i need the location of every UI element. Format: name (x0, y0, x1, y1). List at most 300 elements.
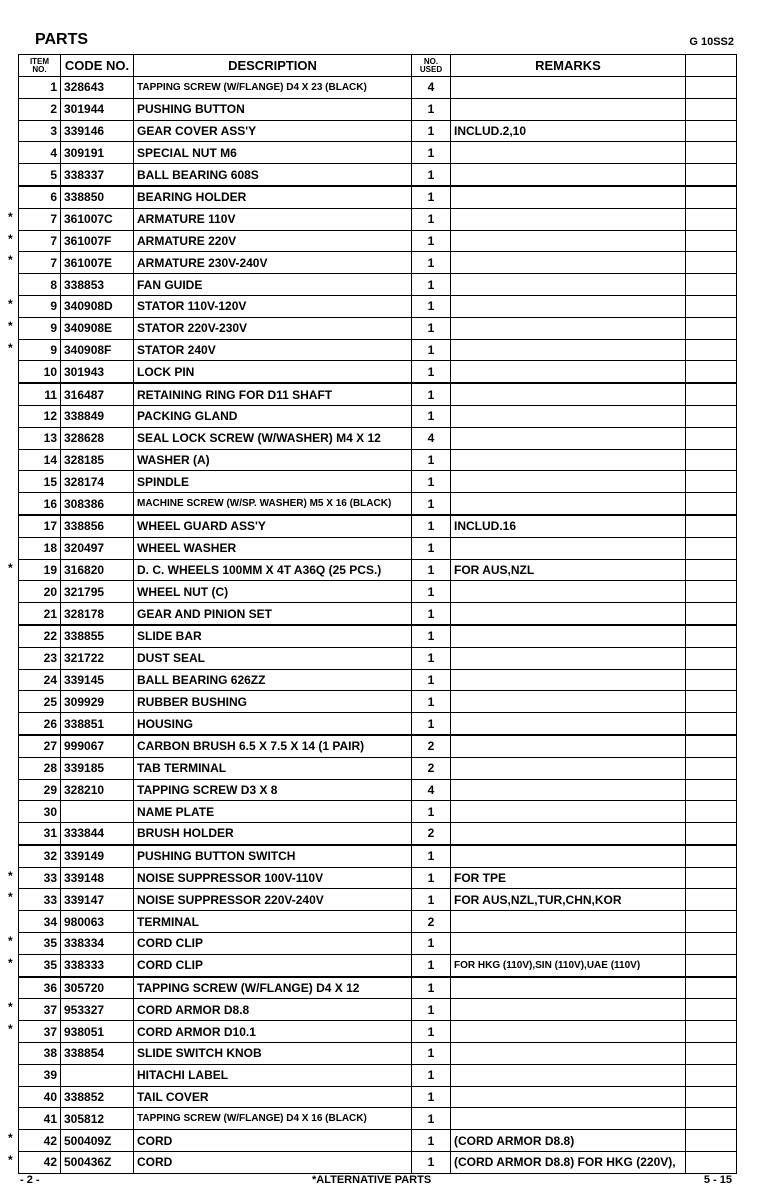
blank-cell (686, 823, 737, 845)
footer-page-number: - 2 - (20, 1174, 40, 1186)
description: CORD (134, 1152, 412, 1174)
remarks (451, 911, 686, 933)
table-row (19, 999, 737, 1021)
blank-cell (686, 691, 737, 713)
quantity-used: 1 (412, 361, 451, 383)
item-number: 9 (19, 317, 61, 339)
quantity-used: 1 (412, 230, 451, 252)
table-row (19, 757, 737, 779)
item-number: 20 (19, 581, 61, 603)
remarks (451, 691, 686, 713)
remarks: FOR HKG (110V),SIN (110V),UAE (110V) (451, 954, 686, 976)
item-number: 27 (19, 735, 61, 757)
remarks (451, 1108, 686, 1130)
item-number: 34 (19, 911, 61, 933)
quantity-used: 1 (412, 317, 451, 339)
quantity-used: 4 (412, 77, 451, 99)
item-number: 32 (19, 845, 61, 867)
code-number: 338333 (61, 954, 134, 976)
remarks (451, 317, 686, 339)
code-number: 316820 (61, 559, 134, 581)
description: PACKING GLAND (134, 405, 412, 427)
code-number: 338852 (61, 1086, 134, 1108)
table-row (19, 164, 737, 186)
remarks (451, 999, 686, 1021)
code-number: 340908D (61, 295, 134, 317)
remarks (451, 603, 686, 625)
code-number: 301943 (61, 361, 134, 383)
table-row (19, 208, 737, 230)
quantity-used: 1 (412, 295, 451, 317)
remarks (451, 252, 686, 274)
code-number (61, 1064, 134, 1086)
table-row (19, 493, 737, 515)
table-row (19, 735, 737, 757)
item-number: 1 (19, 77, 61, 99)
item-number: 30 (19, 801, 61, 823)
description: SEAL LOCK SCREW (W/WASHER) M4 X 12 (134, 427, 412, 449)
description: LOCK PIN (134, 361, 412, 383)
blank-cell (686, 757, 737, 779)
quantity-used: 1 (412, 954, 451, 976)
table-row (19, 98, 737, 120)
description: PUSHING BUTTON SWITCH (134, 845, 412, 867)
code-number: 340908E (61, 317, 134, 339)
item-number: 9 (19, 295, 61, 317)
description: CORD ARMOR D10.1 (134, 1021, 412, 1043)
column-header-blank (686, 55, 737, 77)
description: CORD (134, 1130, 412, 1152)
item-number: 17 (19, 515, 61, 537)
code-number: 328185 (61, 449, 134, 471)
remarks (451, 164, 686, 186)
quantity-used: 1 (412, 559, 451, 581)
quantity-used: 1 (412, 867, 451, 889)
alternative-part-mark: * (8, 1000, 13, 1014)
item-number: 22 (19, 625, 61, 647)
item-number: 10 (19, 361, 61, 383)
description: STATOR 110V-120V (134, 295, 412, 317)
remarks: FOR AUS,NZL (451, 559, 686, 581)
remarks: (CORD ARMOR D8.8) FOR HKG (220V), (451, 1152, 686, 1174)
table-row (19, 933, 737, 955)
remarks (451, 713, 686, 735)
description: NOISE SUPPRESSOR 220V-240V (134, 889, 412, 911)
quantity-used: 1 (412, 98, 451, 120)
remarks (451, 779, 686, 801)
remarks (451, 625, 686, 647)
code-number: 316487 (61, 383, 134, 405)
description: HITACHI LABEL (134, 1064, 412, 1086)
blank-cell (686, 559, 737, 581)
item-number: 42 (19, 1152, 61, 1174)
item-number: 31 (19, 823, 61, 845)
code-number: 328628 (61, 427, 134, 449)
blank-cell (686, 252, 737, 274)
blank-cell (686, 142, 737, 164)
table-row (19, 647, 737, 669)
remarks: FOR TPE (451, 867, 686, 889)
code-number: 500409Z (61, 1130, 134, 1152)
blank-cell (686, 1108, 737, 1130)
blank-cell (686, 493, 737, 515)
quantity-used: 1 (412, 274, 451, 296)
description: WHEEL GUARD ASS'Y (134, 515, 412, 537)
blank-cell (686, 999, 737, 1021)
item-number: 24 (19, 669, 61, 691)
blank-cell (686, 603, 737, 625)
blank-cell (686, 669, 737, 691)
code-number: 338855 (61, 625, 134, 647)
description: SPECIAL NUT M6 (134, 142, 412, 164)
description: ARMATURE 220V (134, 230, 412, 252)
quantity-used: 1 (412, 691, 451, 713)
table-row (19, 142, 737, 164)
code-number: 338334 (61, 933, 134, 955)
code-number: 328210 (61, 779, 134, 801)
description: SPINDLE (134, 471, 412, 493)
table-row (19, 1086, 737, 1108)
alternative-part-mark: * (8, 253, 13, 267)
code-number: 361007F (61, 230, 134, 252)
quantity-used: 1 (412, 1043, 451, 1065)
item-number: 8 (19, 274, 61, 296)
code-number: 338856 (61, 515, 134, 537)
quantity-used: 1 (412, 801, 451, 823)
remarks: (CORD ARMOR D8.8) (451, 1130, 686, 1152)
remarks (451, 977, 686, 999)
code-number: 980063 (61, 911, 134, 933)
code-number: 361007E (61, 252, 134, 274)
quantity-used: 1 (412, 603, 451, 625)
quantity-used: 1 (412, 647, 451, 669)
quantity-used: 2 (412, 757, 451, 779)
quantity-used: 1 (412, 208, 451, 230)
code-number: 999067 (61, 735, 134, 757)
blank-cell (686, 911, 737, 933)
column-header-description: DESCRIPTION (134, 55, 412, 77)
quantity-used: 4 (412, 779, 451, 801)
item-number: 3 (19, 120, 61, 142)
item-number: 21 (19, 603, 61, 625)
description: STATOR 220V-230V (134, 317, 412, 339)
quantity-used: 4 (412, 427, 451, 449)
quantity-used: 1 (412, 1152, 451, 1174)
description: BALL BEARING 626ZZ (134, 669, 412, 691)
remarks (451, 274, 686, 296)
item-number: 41 (19, 1108, 61, 1130)
item-number: 35 (19, 954, 61, 976)
description: DUST SEAL (134, 647, 412, 669)
remarks (451, 427, 686, 449)
blank-cell (686, 230, 737, 252)
remarks (451, 208, 686, 230)
footer-alternative-parts-note: *ALTERNATIVE PARTS (312, 1174, 432, 1186)
column-header-no-used: NO. USED (412, 55, 451, 77)
code-number: 338849 (61, 405, 134, 427)
code-number: 339147 (61, 889, 134, 911)
item-number: 33 (19, 867, 61, 889)
table-row (19, 1021, 737, 1043)
blank-cell (686, 164, 737, 186)
blank-cell (686, 625, 737, 647)
remarks (451, 186, 686, 208)
blank-cell (686, 779, 737, 801)
description: TAPPING SCREW (W/FLANGE) D4 X 12 (134, 977, 412, 999)
quantity-used: 1 (412, 1086, 451, 1108)
code-number: 333844 (61, 823, 134, 845)
quantity-used: 1 (412, 845, 451, 867)
alternative-part-mark: * (8, 890, 13, 904)
item-number: 11 (19, 383, 61, 405)
quantity-used: 1 (412, 164, 451, 186)
quantity-used: 1 (412, 120, 451, 142)
blank-cell (686, 339, 737, 361)
description: CARBON BRUSH 6.5 X 7.5 X 14 (1 PAIR) (134, 735, 412, 757)
quantity-used: 1 (412, 581, 451, 603)
quantity-used: 1 (412, 252, 451, 274)
blank-cell (686, 317, 737, 339)
item-number: 38 (19, 1043, 61, 1065)
table-row (19, 581, 737, 603)
quantity-used: 1 (412, 339, 451, 361)
blank-cell (686, 977, 737, 999)
parts-table (18, 54, 737, 1174)
remarks (451, 339, 686, 361)
quantity-used: 1 (412, 471, 451, 493)
item-number: 9 (19, 339, 61, 361)
remarks (451, 735, 686, 757)
table-row (19, 515, 737, 537)
quantity-used: 1 (412, 889, 451, 911)
item-number: 16 (19, 493, 61, 515)
table-row (19, 77, 737, 99)
blank-cell (686, 647, 737, 669)
remarks (451, 449, 686, 471)
item-number: 42 (19, 1130, 61, 1152)
code-number: 338853 (61, 274, 134, 296)
item-number: 2 (19, 98, 61, 120)
remarks (451, 845, 686, 867)
table-row (19, 120, 737, 142)
quantity-used: 1 (412, 383, 451, 405)
description: D. C. WHEELS 100MM X 4T A36Q (25 PCS.) (134, 559, 412, 581)
description: WHEEL NUT (C) (134, 581, 412, 603)
code-number: 328643 (61, 77, 134, 99)
table-row (19, 713, 737, 735)
remarks (451, 581, 686, 603)
quantity-used: 1 (412, 186, 451, 208)
item-number: 18 (19, 537, 61, 559)
item-number: 37 (19, 999, 61, 1021)
description: NAME PLATE (134, 801, 412, 823)
code-number: 321722 (61, 647, 134, 669)
code-number: 500436Z (61, 1152, 134, 1174)
quantity-used: 1 (412, 1064, 451, 1086)
remarks (451, 142, 686, 164)
description: HOUSING (134, 713, 412, 735)
alternative-part-mark: * (8, 1153, 13, 1167)
table-row (19, 274, 737, 296)
blank-cell (686, 208, 737, 230)
code-number: 308386 (61, 493, 134, 515)
description: TAB TERMINAL (134, 757, 412, 779)
blank-cell (686, 537, 737, 559)
remarks (451, 647, 686, 669)
blank-cell (686, 449, 737, 471)
blank-cell (686, 735, 737, 757)
table-row (19, 339, 737, 361)
code-number: 305812 (61, 1108, 134, 1130)
quantity-used: 1 (412, 713, 451, 735)
table-row (19, 471, 737, 493)
blank-cell (686, 581, 737, 603)
blank-cell (686, 405, 737, 427)
item-number: 23 (19, 647, 61, 669)
code-number: 309191 (61, 142, 134, 164)
quantity-used: 2 (412, 911, 451, 933)
blank-cell (686, 295, 737, 317)
quantity-used: 2 (412, 735, 451, 757)
code-number: 338854 (61, 1043, 134, 1065)
table-row (19, 1130, 737, 1152)
item-number: 4 (19, 142, 61, 164)
remarks (451, 1064, 686, 1086)
item-number: 36 (19, 977, 61, 999)
table-row (19, 1152, 737, 1174)
description: TAPPING SCREW (W/FLANGE) D4 X 16 (BLACK) (134, 1108, 412, 1130)
code-number: 305720 (61, 977, 134, 999)
description: BEARING HOLDER (134, 186, 412, 208)
description: WASHER (A) (134, 449, 412, 471)
table-row (19, 559, 737, 581)
description: ARMATURE 230V-240V (134, 252, 412, 274)
blank-cell (686, 954, 737, 976)
remarks (451, 933, 686, 955)
remarks (451, 405, 686, 427)
quantity-used: 1 (412, 669, 451, 691)
quantity-used: 1 (412, 405, 451, 427)
blank-cell (686, 1152, 737, 1174)
quantity-used: 1 (412, 999, 451, 1021)
footer-section-page: 5 - 15 (703, 1174, 732, 1186)
table-row (19, 1108, 737, 1130)
code-number: 338850 (61, 186, 134, 208)
description: STATOR 240V (134, 339, 412, 361)
remarks (451, 295, 686, 317)
alternative-part-mark: * (8, 210, 13, 224)
blank-cell (686, 98, 737, 120)
remarks: FOR AUS,NZL,TUR,CHN,KOR (451, 889, 686, 911)
description: ARMATURE 110V (134, 208, 412, 230)
blank-cell (686, 889, 737, 911)
blank-cell (686, 933, 737, 955)
code-number: 328174 (61, 471, 134, 493)
description: SLIDE BAR (134, 625, 412, 647)
table-row (19, 427, 737, 449)
item-number: 7 (19, 230, 61, 252)
remarks (451, 823, 686, 845)
description: SLIDE SWITCH KNOB (134, 1043, 412, 1065)
alternative-part-mark: * (8, 869, 13, 883)
item-number: 39 (19, 1064, 61, 1086)
alternative-part-mark: * (8, 561, 13, 575)
blank-cell (686, 361, 737, 383)
blank-cell (686, 1021, 737, 1043)
table-row (19, 603, 737, 625)
quantity-used: 1 (412, 493, 451, 515)
blank-cell (686, 274, 737, 296)
alternative-part-mark: * (8, 1131, 13, 1145)
blank-cell (686, 713, 737, 735)
blank-cell (686, 515, 737, 537)
description: RETAINING RING FOR D11 SHAFT (134, 383, 412, 405)
item-number: 29 (19, 779, 61, 801)
remarks (451, 361, 686, 383)
remarks (451, 493, 686, 515)
alternative-part-mark: * (8, 956, 13, 970)
quantity-used: 2 (412, 823, 451, 845)
table-row (19, 867, 737, 889)
table-row (19, 779, 737, 801)
table-row (19, 295, 737, 317)
blank-cell (686, 1130, 737, 1152)
table-row (19, 361, 737, 383)
code-number: 328178 (61, 603, 134, 625)
description: BRUSH HOLDER (134, 823, 412, 845)
table-header-row (19, 55, 737, 77)
code-number: 361007C (61, 208, 134, 230)
quantity-used: 1 (412, 537, 451, 559)
code-number: 340908F (61, 339, 134, 361)
code-number: 339185 (61, 757, 134, 779)
remarks (451, 537, 686, 559)
alternative-part-mark: * (8, 232, 13, 246)
table-row (19, 383, 737, 405)
description: MACHINE SCREW (W/SP. WASHER) M5 X 16 (BLACK) (134, 493, 412, 515)
remarks (451, 801, 686, 823)
quantity-used: 1 (412, 449, 451, 471)
item-number: 28 (19, 757, 61, 779)
model-number: G 10SS2 (689, 36, 734, 48)
column-header-item-no: ITEM NO. (19, 55, 61, 77)
blank-cell (686, 845, 737, 867)
table-row (19, 823, 737, 845)
item-number: 35 (19, 933, 61, 955)
blank-cell (686, 1043, 737, 1065)
code-number: 309929 (61, 691, 134, 713)
table-row (19, 977, 737, 999)
quantity-used: 1 (412, 625, 451, 647)
alternative-part-mark: * (8, 934, 13, 948)
remarks (451, 230, 686, 252)
table-row (19, 889, 737, 911)
remarks (451, 757, 686, 779)
remarks (451, 1043, 686, 1065)
description: NOISE SUPPRESSOR 100V-110V (134, 867, 412, 889)
item-number: 7 (19, 208, 61, 230)
blank-cell (686, 77, 737, 99)
quantity-used: 1 (412, 515, 451, 537)
description: CORD ARMOR D8.8 (134, 999, 412, 1021)
remarks: INCLUD.16 (451, 515, 686, 537)
quantity-used: 1 (412, 1108, 451, 1130)
item-number: 12 (19, 405, 61, 427)
description: CORD CLIP (134, 933, 412, 955)
blank-cell (686, 1086, 737, 1108)
item-number: 5 (19, 164, 61, 186)
table-row (19, 669, 737, 691)
